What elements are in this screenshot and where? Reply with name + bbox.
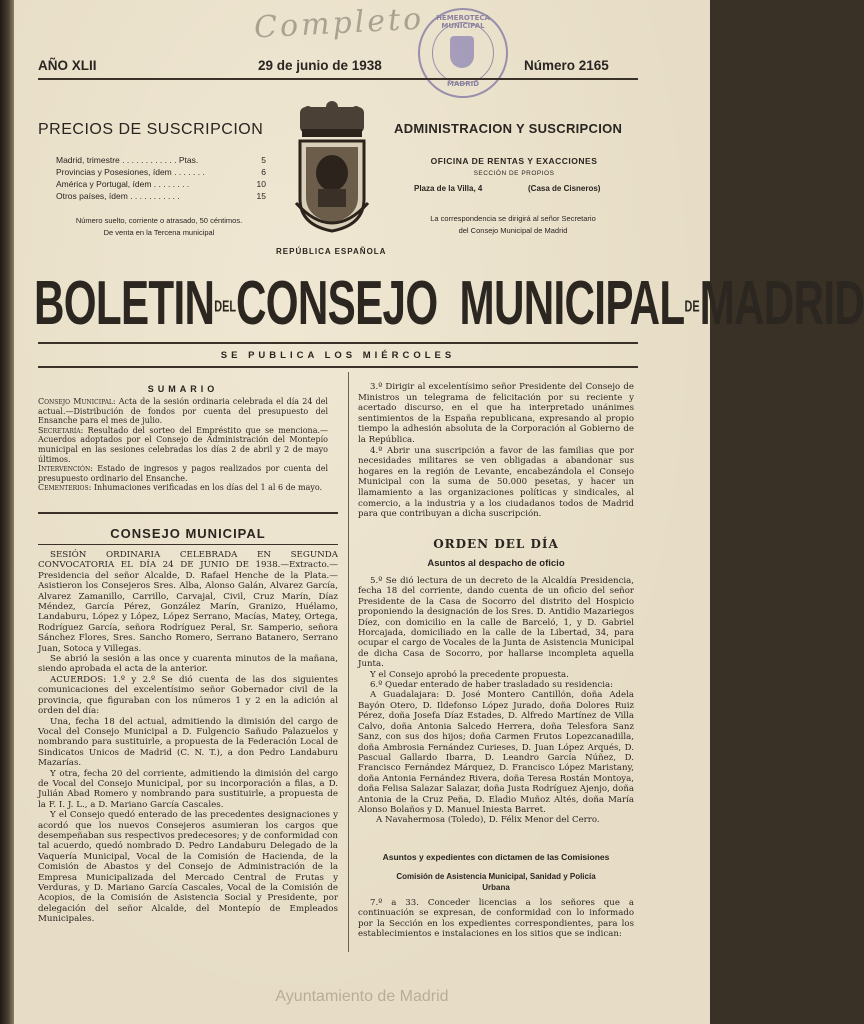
year-label: AÑO XLII <box>38 58 97 73</box>
sumario-entry <box>38 483 328 493</box>
sumario-text: : Inhumaciones verificadas en los días del 1 al 6 de mayo. <box>88 483 323 493</box>
masthead-word: MADRID <box>699 269 864 338</box>
footer-watermark: Ayuntamiento de Madrid <box>275 988 449 1005</box>
rate-price: 15 <box>256 191 266 201</box>
orden-paragraph: Y el Consejo aprobó la precedente propuesta. <box>370 669 569 680</box>
commission-name-1: Comisión de Asistencia Municipal, Sanidad y Policía <box>396 872 596 881</box>
book-spine <box>0 0 14 1024</box>
masthead-word: CONSEJO <box>236 269 438 338</box>
consejo-paragraph: Y el Consejo quedó enterado de las precedentes designaciones y acordó que los nuevos Consejeros asumieran los cargos que desempeñaban sus respectivos predecesores; y de conformidad con tal acuerdo, quedó nombrado D. Pedro Landaburu Delegado de la Vaquería Municipal, Vocal de la Comisión de Hacienda, de la Comisión de Abastos y del Consejo de Administración de la Empresa Municipalizada del Mercado Central de Frutas y Verduras, y D. Mariano García Cascales, Vocal de la Comisión de Acopios, de la Comisión de Asistencia Social y Presidente, por delegación del señor Alcalde, del Montepío de Empleados Municipales. <box>38 810 338 925</box>
rate-label: Provincias y Posesiones, ídem <box>56 167 172 177</box>
commission-body <box>358 898 634 940</box>
library-stamp <box>418 8 508 98</box>
masthead-rule-bottom <box>38 366 638 368</box>
issue-date: 29 de junio de 1938 <box>258 58 382 73</box>
office-address: Plaza de la Villa, 4 <box>414 184 483 193</box>
orden-paragraph: A Guadalajara: D. José Montero Cantillón, doña Adela Bayón Otero, D. Ildefonso López Jurado, doña Dolores Ruiz Pérez, doña Josefa Díaz Estades, D. Alfredo Martínez de Villa Calvo, doña Antonia Salcedo Herrera, doña Telesfora Sanz Sanz, con sus dos hijos; doña Carmen Frutos Lopezcanadilla, doña Ambrosia Fernández Curieses, D. Juan López Arqués, D. Pascual Gallardo Ibarra, D. Leandro García Núñez, D. Francisco Fernández Márquez, D. Francisco López Maristany, doña Antonia Fernández Rivera, doña Teresa Rostán Montoya, doña Felisa Salazar Salazar, doña Justa Rodríguez Ajenjo, doña Antonia de la Cruz Peña, D. Eladio Muñoz Altés, doña María Alonso Bolaños y D. Manuel Iniesta Barret. <box>358 690 634 815</box>
rate-label: Madrid, trimestre <box>56 155 120 165</box>
rate-label: Otros países, ídem <box>56 191 128 201</box>
stamp-top-text: HEMEROTECA MUNICIPAL <box>436 14 490 30</box>
masthead-title <box>34 262 864 346</box>
rate-price: 5 <box>261 155 266 165</box>
masthead-connector: DEL <box>214 298 237 316</box>
orden-title: ORDEN DEL DÍA <box>433 537 559 551</box>
rate-row: América y Portugal, ídem . . . . . . . . 10 <box>56 179 266 189</box>
consejo-paragraph: Y otra, fecha 20 del corriente, admitiendo la dimisión del cargo de Vocal del Consejo Municipal, por su incorporación a filas, a D. Julián Abad Romero y nombrando para sustituirle, a propuesta de la F. I. J. L., a D. Mariano García Cascales. <box>38 768 338 810</box>
rate-row: Provincias y Posesiones, ídem . . . . . . . 6 <box>56 167 266 177</box>
office-building: (Casa de Cisneros) <box>528 184 601 193</box>
sumario-title: SUMARIO <box>147 384 219 394</box>
sumario-entry <box>38 426 328 464</box>
masthead-rule-top <box>38 342 638 344</box>
consejo-paragraph: SESIÓN ORDINARIA CELEBRADA EN SEGUNDA CONVOCATORIA EL DÍA 24 DE JUNIO DE 1938.—Extracto.—Presidencia del señor Alcalde, D. Rafael Henche de la Plata.—Asistieron los Consejeros Sres. Alba, Alonso Galán, Alvarez García, Alvarez Zamanillo, Carrillo, Carvajal, Civil, Cruz Marín, Díaz Méndez, García Pérez, González Marín, Granizo, Huélamo, Landaburu, López y López, López Serrano, Macías, Matey, Ortega, Rodríguez García, señora Rodríguez Peral, Sr. Samperio, señora Sánchez Flores, Sres. Sancho Romero, Serrano Batanero, Serrano Juan, Sotoca y Villegas. <box>38 550 338 654</box>
sumario-label: Consejo Municipal <box>38 397 113 406</box>
sumario-list <box>38 397 328 493</box>
stamp-bottom-text: MADRID <box>447 80 479 88</box>
subscription-title: PRECIOS DE SUSCRIPCION <box>38 121 264 138</box>
rate-price: 6 <box>261 167 266 177</box>
consejo-rule <box>38 544 338 545</box>
commission-name-2: Urbana <box>482 883 510 892</box>
right-top-body <box>358 382 634 520</box>
orden-subtitle: Asuntos al despacho de oficio <box>427 558 565 569</box>
office-section: SECCIÓN DE PROPIOS <box>473 170 555 177</box>
administration-title: ADMINISTRACION Y SUSCRIPCION <box>394 121 623 136</box>
sumario-label: Secretaría <box>38 425 81 435</box>
sumario-entry <box>38 464 328 483</box>
sumario-label: Cementerios <box>38 483 89 493</box>
orden-paragraph: 6.º Quedar enterado de haber trasladado su residencia: <box>370 680 614 691</box>
sumario-entry <box>38 397 328 426</box>
rate-price: 10 <box>256 179 266 189</box>
consejo-body <box>38 550 338 925</box>
consejo-paragraph: Una, fecha 18 del actual, admitiendo la dimisión del cargo de Vocal del Consejo Municipal a D. Fulgencio Sañudo Palazuelos y nombrando para sustituirle, a propuesta de la Federación Local de Sindicatos Unicos de Madrid (C. N. T.), a don Pedro Landaburu Mazarías. <box>38 716 338 769</box>
masthead-word: BOLETIN <box>34 269 215 338</box>
rate-row: Madrid, trimestre . . . . . . . . . . . . Ptas. 5 <box>56 155 266 165</box>
madrid-coat-of-arms-icon <box>294 103 370 239</box>
masthead-word: MUNICIPAL <box>459 269 685 338</box>
rate-currency: Ptas. <box>178 155 199 165</box>
acuerdo-paragraph: 3.º Dirigir al excelentísimo señor Presidente del Consejo de Ministros un telegrama de felicitación por su reciente y acertado discurso, en el que ha interpretado unánimes sentimientos de la España republicana, expresando al propio tiempo la adhesión absoluta de la Corporación al Gobierno de la República. <box>358 382 634 445</box>
sumario-text: : Resultado del sorteo del Empréstito que se menciona.—Acuerdos adoptados por el Consejo de Administración del Montepío municipal en las sesiones celebradas los días 2 de abril y 2 de mayo últimos. <box>38 425 328 464</box>
consejo-title: CONSEJO MUNICIPAL <box>110 526 266 541</box>
republic-label: REPÚBLICA ESPAÑOLA <box>276 247 387 256</box>
consejo-paragraph: ACUERDOS: 1.º y 2.º Se dió cuenta de las dos siguientes comunicaciones del excelentísimo señor Gobernador civil de la provincia, que figuraban con los números 1 y 2 en la adición al orden del día: <box>38 674 338 717</box>
rate-row: Otros países, ídem . . . . . . . . . . . 15 <box>56 191 266 201</box>
rate-label: América y Portugal, ídem <box>56 179 152 189</box>
header-rule <box>38 78 638 80</box>
commission-paragraph: 7.º a 33. Conceder licencias a los señores que a continuación se expresan, de conformidad con lo informado por la Sección en los expedientes correspondientes, para los establecimientos e instalaciones en los sitios que se indican: <box>358 898 634 940</box>
sumario-text: : Acta de la sesión ordinaria celebrada el día 24 del actual.—Distribución de fondos por cuenta del presupuesto del Ensanche para el mes de julio. <box>38 397 328 426</box>
handwritten-note: Completo <box>253 1 425 46</box>
correspondence-note-2: del Consejo Municipal de Madrid <box>458 226 568 235</box>
sumario-rule <box>38 512 338 514</box>
subscription-note-1: Número suelto, corriente o atrasado, 50 céntimos. <box>75 216 243 225</box>
consejo-paragraph: Se abrió la sesión a las once y cuarenta minutos de la mañana, siendo aprobada el acta de la anterior. <box>38 654 338 675</box>
masthead-connector: DE <box>684 298 700 316</box>
orden-paragraph: A Navahermosa (Toledo), D. Félix Menor del Cerro. <box>376 815 600 826</box>
acuerdo-paragraph: 4.º Abrir una suscripción a favor de las familias que por necesidades militares se ven obligadas a abandonar sus hogares en la región de Levante, encabezándola el Consejo Municipal con la suma de 50.000 pesetas, y hacer un llamamiento a las organizaciones políticas y sindicales, al comercio, a la industria y a los ciudadanos todos de Madrid para que contribuyan a dicha suscripción. <box>358 445 634 520</box>
commission-heading: Asuntos y expedientes con dictamen de las Comisiones <box>382 852 610 862</box>
issue-number: Número 2165 <box>524 58 609 73</box>
orden-paragraph: 5.º Se dió lectura de un decreto de la Alcaldía Presidencia, fecha 18 del corriente, dando cuenta de un oficio del señor Presidente de la Casa de Socorro del distrito del Hospicio proponiendo la designación de los Sres. D. Antidio Mazariegos Díez, con domicilio en la calle de Barceló, 1, y D. Gabriel Horcajada, domiciliado en la calle de la Libertad, 34, para ocupar el cargo de Vocales de la Junta de Asistencia Municipal de dicha Casa de Socorro, por hallarse incompleta aquella Junta. <box>358 576 634 670</box>
subscription-note-2: De venta en la Tercena municipal <box>103 228 215 237</box>
column-divider <box>348 372 349 952</box>
orden-body <box>358 576 634 826</box>
stamp-crest-icon <box>450 36 474 68</box>
sumario-text: : Estado de ingresos y pagos realizados por cuenta del presupuesto ordinario del Ensanche. <box>38 464 328 483</box>
publication-note: SE PUBLICA LOS MIÉRCOLES <box>220 350 456 361</box>
newspaper-page <box>14 0 864 1024</box>
sumario-label: Intervención <box>38 464 91 474</box>
correspondence-note-1: La correspondencia se dirigirá al señor Secretario <box>430 214 596 223</box>
office-name: OFICINA DE RENTAS Y EXACCIONES <box>430 156 598 166</box>
